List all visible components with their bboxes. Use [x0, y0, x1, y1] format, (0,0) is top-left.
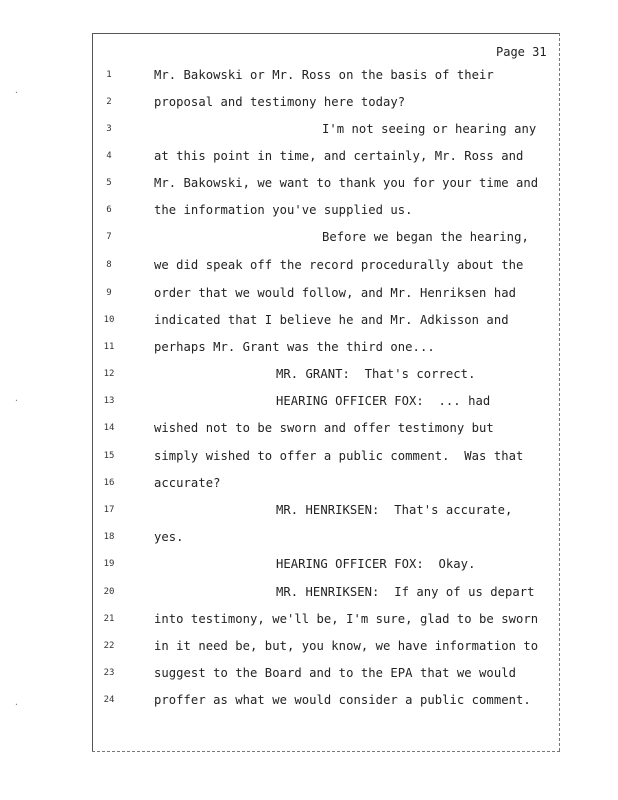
line-number: 2 [106, 97, 112, 107]
line-text: MR. HENRIKSEN: If any of us depart [276, 585, 535, 599]
line-number: 23 [103, 668, 115, 678]
transcript-line [0, 612, 618, 630]
line-text: HEARING OFFICER FOX: ... had [276, 394, 491, 408]
transcript-line [0, 639, 618, 657]
line-number: 6 [106, 205, 112, 215]
page-border-top [92, 33, 560, 34]
line-text: accurate? [154, 476, 221, 490]
transcript-line [0, 503, 618, 521]
scan-speck: · [14, 396, 19, 405]
line-text: proffer as what we would consider a public comment. [154, 693, 531, 707]
line-number: 16 [103, 478, 115, 488]
transcript-line [0, 693, 618, 711]
transcript-line [0, 340, 618, 358]
transcript-line [0, 666, 618, 684]
transcript-line [0, 421, 618, 439]
line-text: yes. [154, 530, 184, 544]
line-text: Before we began the hearing, [322, 230, 529, 244]
line-number: 22 [103, 641, 115, 651]
transcript-line [0, 258, 618, 276]
line-number: 3 [106, 124, 112, 134]
transcript-line [0, 394, 618, 412]
line-text: MR. GRANT: That's correct. [276, 367, 476, 381]
transcript-line [0, 476, 618, 494]
line-number: 11 [103, 342, 115, 352]
line-number: 17 [103, 505, 115, 515]
line-text: at this point in time, and certainly, Mr. Ross and [154, 149, 524, 163]
line-text: wished not to be sworn and offer testimony but [154, 421, 494, 435]
line-number: 15 [103, 451, 115, 461]
line-text: Mr. Bakowski, we want to thank you for your time and [154, 176, 539, 190]
line-number: 18 [103, 532, 115, 542]
line-text: simply wished to offer a public comment. Was that [154, 449, 524, 463]
line-text: proposal and testimony here today? [154, 95, 406, 109]
transcript-line [0, 203, 618, 221]
line-number: 19 [103, 559, 115, 569]
line-number: 20 [103, 587, 115, 597]
transcript-line [0, 176, 618, 194]
line-number: 10 [103, 315, 115, 325]
line-text: indicated that I believe he and Mr. Adkisson and [154, 313, 509, 327]
line-number: 13 [103, 396, 115, 406]
transcript-line [0, 585, 618, 603]
line-number: 7 [106, 232, 112, 242]
line-text: suggest to the Board and to the EPA that we would [154, 666, 516, 680]
line-text: we did speak off the record procedurally about the [154, 258, 524, 272]
transcript-line [0, 230, 618, 248]
line-number: 8 [106, 260, 112, 270]
line-number: 21 [103, 614, 115, 624]
line-number: 4 [106, 151, 112, 161]
line-text: perhaps Mr. Grant was the third one... [154, 340, 435, 354]
transcript-line [0, 286, 618, 304]
transcript-line [0, 122, 618, 140]
line-text: into testimony, we'll be, I'm sure, glad to be sworn [154, 612, 539, 626]
line-text: I'm not seeing or hearing any [322, 122, 537, 136]
transcript-line [0, 95, 618, 113]
scan-speck: · [14, 88, 19, 97]
transcript-line [0, 149, 618, 167]
page-border-bottom [92, 751, 560, 752]
transcript-line [0, 449, 618, 467]
line-text: order that we would follow, and Mr. Henriksen had [154, 286, 516, 300]
transcript-line [0, 367, 618, 385]
line-number: 12 [103, 369, 115, 379]
line-number: 5 [106, 178, 112, 188]
line-text: Mr. Bakowski or Mr. Ross on the basis of their [154, 68, 494, 82]
line-number: 9 [106, 288, 112, 298]
scan-speck: · [14, 700, 19, 709]
transcript-line [0, 557, 618, 575]
line-text: HEARING OFFICER FOX: Okay. [276, 557, 476, 571]
line-text: in it need be, but, you know, we have information to [154, 639, 539, 653]
line-number: 14 [103, 423, 115, 433]
line-number: 1 [106, 70, 112, 80]
line-text: MR. HENRIKSEN: That's accurate, [276, 503, 513, 517]
line-number: 24 [103, 695, 115, 705]
page-number: Page 31 [496, 45, 547, 59]
transcript-line [0, 68, 618, 86]
line-text: the information you've supplied us. [154, 203, 413, 217]
transcript-line [0, 313, 618, 331]
transcript-line [0, 530, 618, 548]
